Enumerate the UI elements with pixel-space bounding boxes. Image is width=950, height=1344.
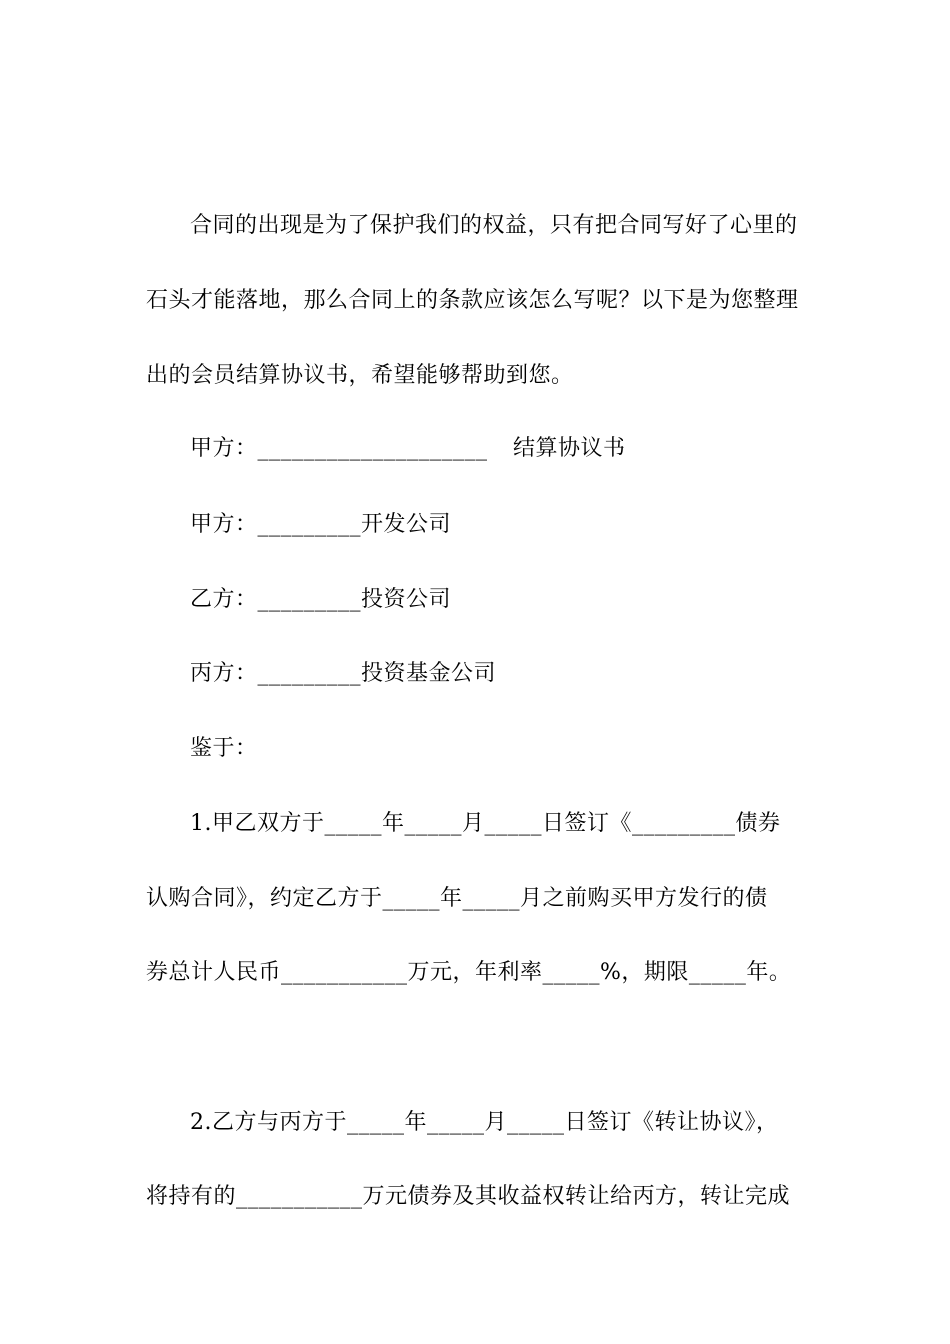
clause-2-line-1: 2.乙方与丙方于_____年_____月_____日签订《转让协议》，	[190, 1110, 779, 1135]
heading-party-line: 甲方：____________________	[190, 436, 488, 461]
party-a-line: 甲方：_________开发公司	[190, 512, 452, 537]
party-b-line: 乙方：_________投资公司	[190, 587, 452, 612]
clause-2-line-2: 将持有的___________万元债券及其收益权转让给丙方，转让完成	[146, 1184, 791, 1209]
whereas-heading: 鉴于：	[190, 736, 258, 761]
party-c-line: 丙方：_________投资基金公司	[190, 661, 497, 686]
clause-1-line-1: 1.甲乙双方于_____年_____月_____日签订《_________债券	[190, 811, 781, 836]
intro-line-3: 出的会员结算协议书，希望能够帮助到您。	[146, 363, 574, 388]
intro-line-2: 石头才能落地，那么合同上的条款应该怎么写呢？以下是为您整理	[146, 288, 799, 313]
document-title: 结算协议书	[513, 436, 626, 461]
clause-1-line-2: 认购合同》，约定乙方于_____年_____月之前购买甲方发行的债	[146, 886, 768, 911]
intro-line-1: 合同的出现是为了保护我们的权益，只有把合同写好了心里的	[190, 213, 798, 238]
clause-1-line-3: 券总计人民币___________万元，年利率_____%，期限_____年。	[146, 960, 792, 985]
